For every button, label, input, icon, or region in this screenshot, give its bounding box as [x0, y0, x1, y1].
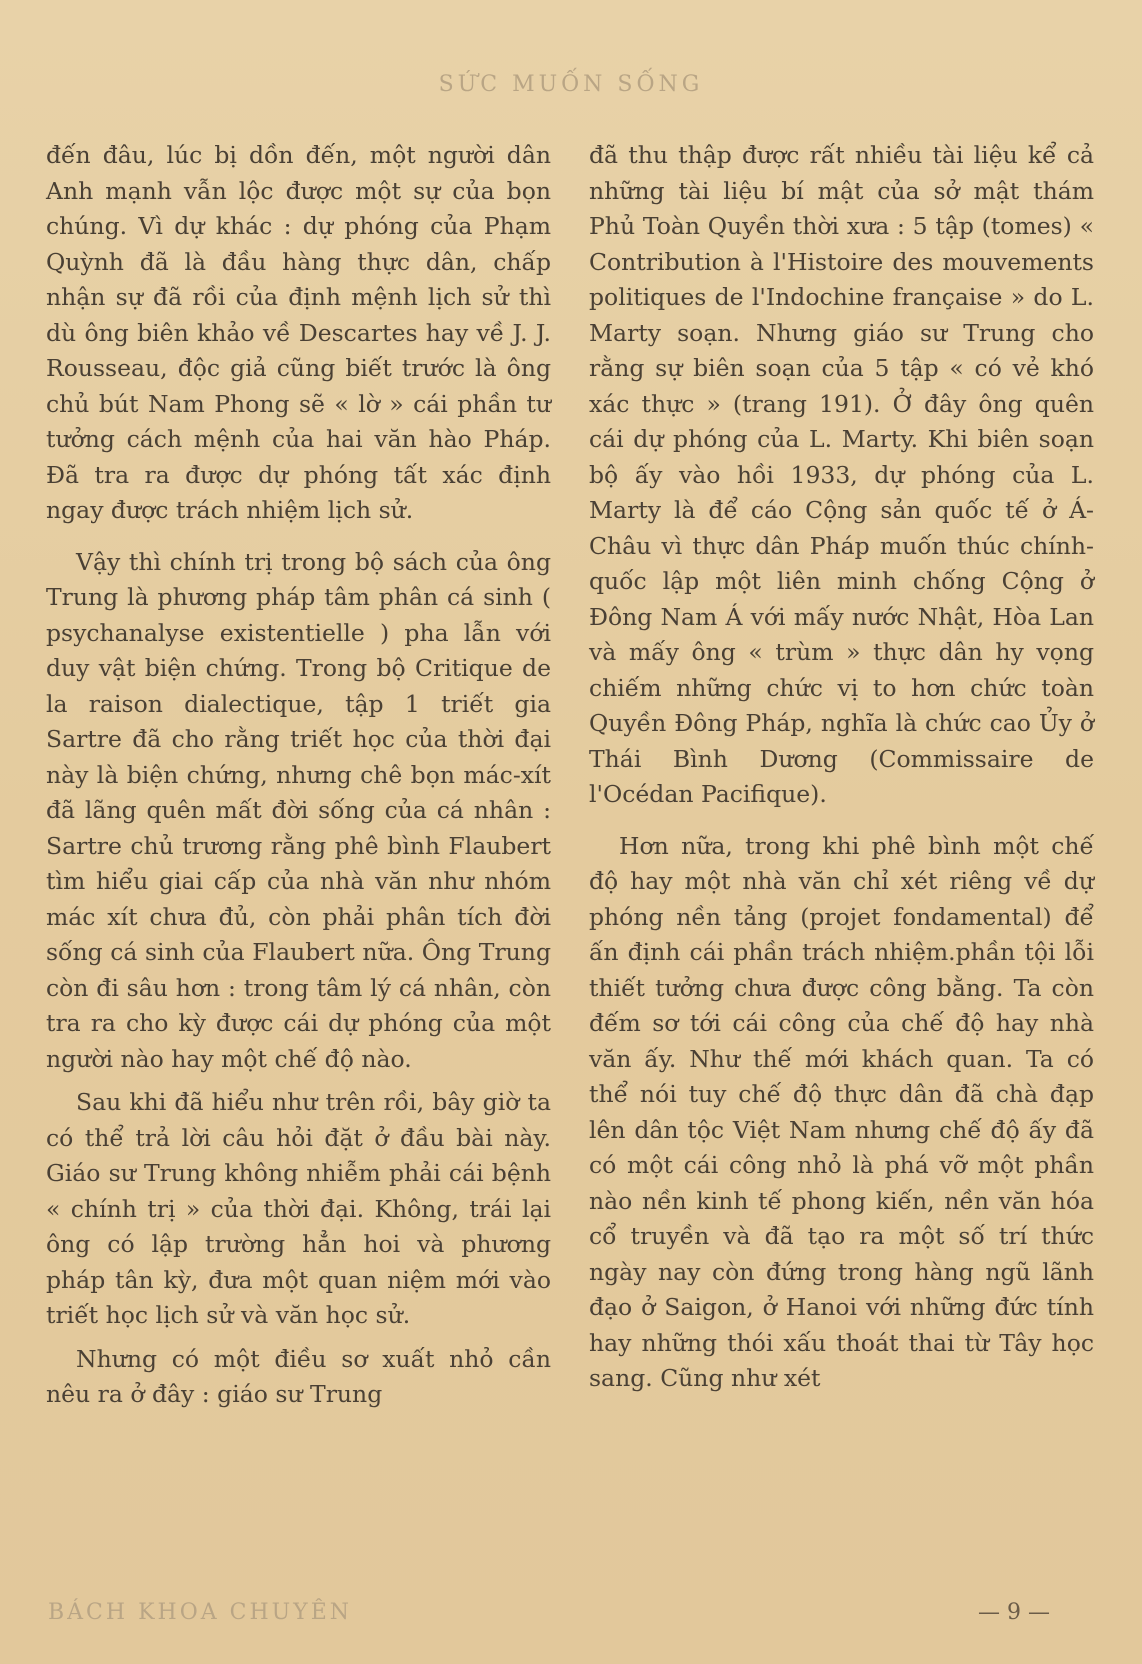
left-paragraph-3: Sau khi đã hiểu như trên rồi, bây giờ ta có thể trả lời câu hỏi đặt ở đầu bài này. Giáo sư Trung không nhiễm phải cái bệnh « chính trị » của thời đại. Không, trái lại ông có lập trường hẳn hoi và phương pháp tân kỳ, đưa một quan niệm mới vào triết học lịch sử và văn học sử. — [46, 1088, 551, 1329]
page-number: — 9 — — [978, 1600, 1050, 1625]
running-title: SỨC MUỐN SỐNG — [438, 72, 704, 97]
right-paragraph-2: Hơn nữa, trong khi phê bình một chế độ hay một nhà văn chỉ xét riêng về dự phóng nền tảng (projet fondamental) để ấn định cái phần trách nhiệm.phần tội lỗi thiết tưởng chưa được công bằng. Ta còn đếm sơ tới cái công của chế độ hay nhà văn ấy. Như thế mới khách quan. Ta có thể nói tuy chế độ thực dân đã chà đạp lên dân tộc Việt Nam nhưng chế độ ấy đã có một cái công nhỏ là phá vỡ một phần nào nền kinh tế phong kiến, nền văn hóa cổ truyền và đã tạo ra một số trí thức ngày nay còn đứng trong hàng ngũ lãnh đạo ở Saigon, ở Hanoi với những đức tính hay những thói xấu thoát thai từ Tây học sang. Cũng như xét — [589, 831, 1094, 1392]
left-paragraph-4: Nhưng có một điều sơ xuất nhỏ cần nêu ra ở đây : giáo sư Trung — [46, 1344, 551, 1408]
left-column — [46, 138, 551, 1413]
left-paragraph-1: đến đâu, lúc bị dồn đến, một người dân Anh mạnh vẫn lộc được một sự của bọn chúng. Vì dự khác : dự phóng của Phạm Quỳnh đã là đầu hàng thực dân, chấp nhận sự đã rồi của định mệnh lịch sử thì dù ông biên khảo về Descartes hay về J. J. Rousseau, độc giả cũng biết trước là ông chủ bút Nam Phong sẽ « lờ » cái phần tư tưởng cách mệnh của hai văn hào Pháp. Đã tra ra được dự phóng tất xác định ngay được trách nhiệm lịch sử. — [46, 141, 551, 524]
right-column — [589, 138, 1094, 1397]
left-paragraph-2: Vậy thì chính trị trong bộ sách của ông Trung là phương pháp tâm phân cá sinh ( psychanalyse existentielle ) pha lẫn với duy vật biện chứng. Trong bộ Critique de la raison dialectique, tập 1 triết gia Sartre đã cho rằng triết học của thời đại này là biện chứng, nhưng chê bọn mác-xít đã lãng quên mất đời sống của cá nhân : Sartre chủ trương rằng phê bình Flaubert tìm hiểu giai cấp của nhà văn như nhóm mác xít chưa đủ, còn phải phân tích đời sống cá sinh của Flaubert nữa. Ông Trung còn đi sâu hơn : trong tâm lý cá nhân, còn tra ra cho kỳ được cái dự phóng của một người nào hay một chế độ nào. — [46, 547, 551, 1073]
right-paragraph-1: đã thu thập được rất nhiều tài liệu kể cả những tài liệu bí mật của sở mật thám Phủ Toàn Quyền thời xưa : 5 tập (tomes) « Contribution à l'Histoire des mouvements politiques de l'Indochine française » do L. Marty soạn. Nhưng giáo sư Trung cho rằng sự biên soạn của 5 tập « có vẻ khó xác thực » (trang 191). Ở đây ông quên cái dự phóng của L. Marty. Khi biên soạn bộ ấy vào hồi 1933, dự phóng của L. Marty là để cáo Cộng sản quốc tế ở Á-Châu vì thực dân Pháp muốn thúc chính-quốc lập một liên minh chống Cộng ở Đông Nam Á với mấy nước Nhật, Hòa Lan và mấy ông « trùm » thực dân hy vọng chiếm những chức vị to hơn chức toàn Quyền Đông Pháp, nghĩa là chức cao Ủy ở Thái Bình Dương (Commissaire de l'Océdan Pacifique). — [589, 141, 1094, 808]
footer-author: BÁCH KHOA CHUYÊN — [48, 1600, 352, 1625]
